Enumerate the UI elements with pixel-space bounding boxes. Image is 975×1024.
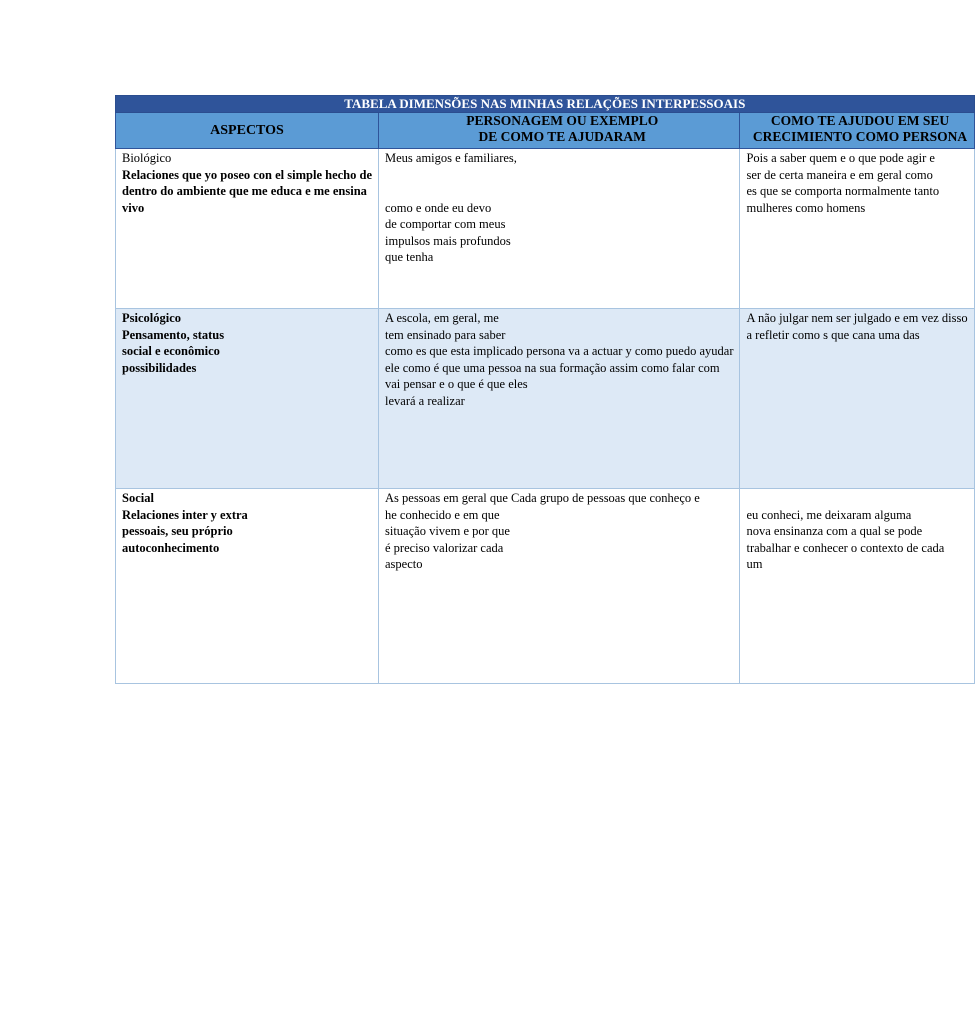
example-line: vai pensar e o que é que eles [385, 377, 528, 391]
aspect-cell [116, 489, 379, 684]
help-line [746, 490, 967, 507]
example-line: como e onde eu devo [385, 200, 492, 215]
table-title: TABELA DIMENSÕES NAS MINHAS RELAÇÕES INTERPESSOAIS [116, 96, 975, 113]
help-cell [740, 489, 974, 684]
aspect-title: Biológico [122, 151, 172, 165]
aspect-line: Pensamento, status [122, 327, 225, 342]
table-row [116, 149, 975, 309]
example-line: A escola, em geral, me [385, 311, 499, 325]
header-personagem-line1: PERSONAGEM OU EXEMPLO [466, 113, 659, 128]
header-aspectos: ASPECTOS [116, 113, 379, 149]
example-line: que tenha [385, 250, 434, 264]
header-como-ajudou [740, 113, 974, 149]
example-line: he conhecido e em que [385, 507, 500, 522]
help-line: trabalhar e conhecer o contexto de cada [746, 540, 945, 555]
aspect-line: Relaciones inter y extra [122, 507, 248, 522]
aspect-line: Relaciones que yo poseo con el simple hecho de [122, 167, 372, 182]
help-line: Pois a saber quem e o que pode agir e [746, 151, 935, 165]
aspect-line: vivo [122, 200, 145, 215]
help-line: um [746, 557, 763, 571]
example-line: levará a realizar [385, 393, 465, 408]
header-personagem-line2: DE COMO TE AJUDARAM [478, 129, 646, 144]
aspect-title: Psicológico [122, 311, 182, 325]
help-line: mulheres como homens [746, 200, 866, 215]
dimensions-table [115, 95, 975, 684]
example-cell [379, 309, 740, 489]
aspect-cell [116, 149, 379, 309]
aspect-title: Social [122, 491, 154, 505]
example-line: como es que esta implicado persona va a actuar y como puedo ayudar [385, 344, 734, 358]
example-line: ele como é que uma pessoa na sua formação assim como falar com [385, 360, 720, 375]
aspect-line: social e econômico [122, 344, 220, 358]
help-line: a refletir como s que cana uma das [746, 327, 920, 342]
table-title-row [116, 96, 975, 113]
example-line: aspecto [385, 557, 423, 571]
example-line: impulsos mais profundos [385, 233, 511, 248]
help-line: eu conheci, me deixaram alguma [746, 507, 912, 522]
help-cell [740, 309, 974, 489]
example-line: de comportar com meus [385, 217, 506, 231]
help-line: A não julgar nem ser julgado e em vez disso [746, 311, 968, 325]
help-line: ser de certa maneira e em geral como [746, 167, 933, 182]
example-line: tem ensinado para saber [385, 327, 506, 342]
header-personagem [379, 113, 740, 149]
example-line [385, 167, 733, 184]
help-line: nova ensinanza com a qual se pode [746, 524, 923, 538]
aspect-line: possibilidades [122, 360, 197, 375]
header-como-ajudou-line1: COMO TE AJUDOU EM SEU [770, 113, 950, 128]
aspect-cell [116, 309, 379, 489]
header-como-ajudou-line2: CRECIMIENTO COMO PERSONA [752, 129, 968, 144]
table-row [116, 309, 975, 489]
aspect-line: dentro do ambiente que me educa e me ensina [122, 184, 367, 198]
example-line [385, 183, 733, 200]
example-cell [379, 489, 740, 684]
example-cell [379, 149, 740, 309]
example-line: situação vivem e por que [385, 524, 510, 538]
help-cell [740, 149, 974, 309]
example-line: é preciso valorizar cada [385, 540, 504, 555]
aspect-line: pessoais, seu próprio [122, 524, 233, 538]
table-row [116, 489, 975, 684]
aspect-line: autoconhecimento [122, 540, 220, 555]
table-header-row [116, 113, 975, 149]
example-line: Meus amigos e familiares, [385, 151, 517, 165]
example-line: As pessoas em geral que Cada grupo de pessoas que conheço e [385, 491, 700, 505]
help-line: es que se comporta normalmente tanto [746, 184, 940, 198]
